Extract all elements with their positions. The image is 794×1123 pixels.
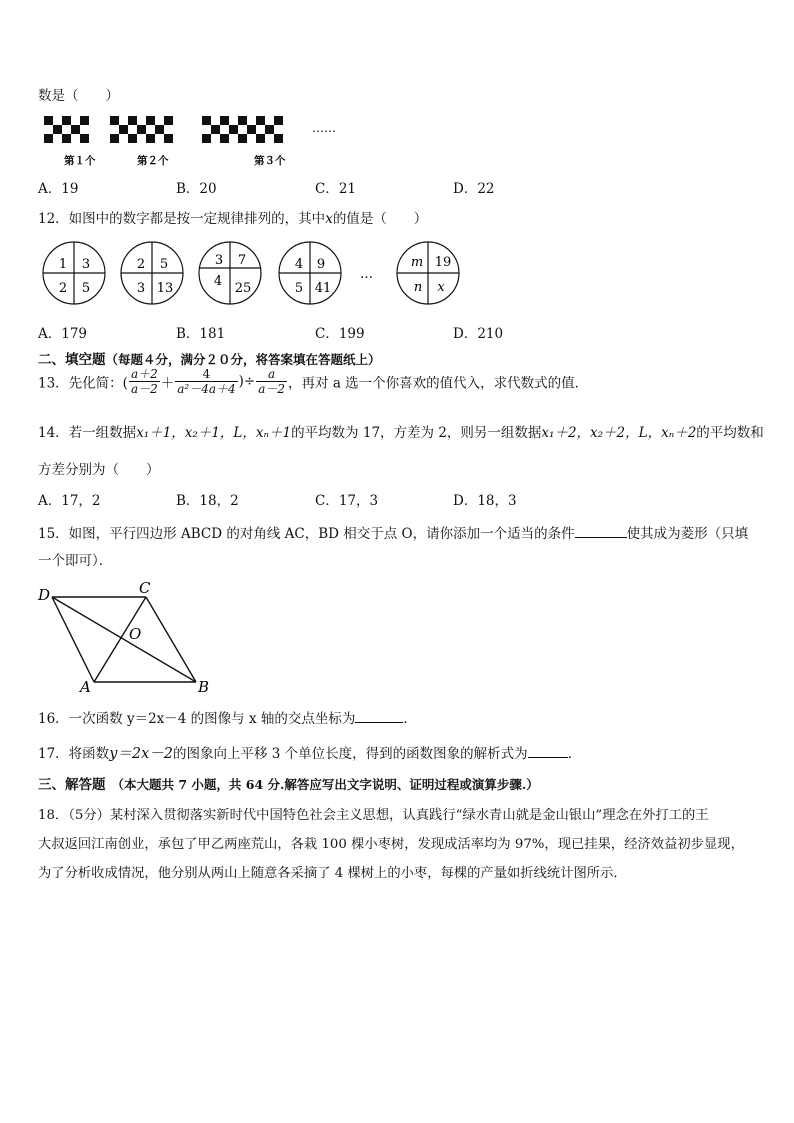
q12-c1-bl: 2 [58, 281, 68, 296]
q12-c4-tl: 4 [294, 257, 304, 272]
q12-c5-tl: m [410, 255, 424, 270]
q12-c2-tl: 2 [136, 257, 146, 272]
q11-pattern-tile [80, 134, 89, 143]
q12-c2-tr: 5 [159, 257, 169, 272]
q12-c3-bl: 4 [213, 274, 223, 289]
q15-side-cb [146, 597, 196, 682]
q11-pattern-tile [164, 134, 173, 143]
q12-option-b[interactable]: B．181 [176, 326, 226, 342]
q11-figure-ellipsis: …… [312, 121, 336, 135]
q11-pattern-tile [220, 134, 229, 143]
q12-c1-br: 5 [81, 281, 91, 296]
q13-fraction-3: $\frac{a}{a-2}$ [258, 367, 286, 396]
q14-option-a[interactable]: A．17，2 [38, 493, 101, 509]
q11-pattern-tile [256, 116, 265, 125]
q12-option-c[interactable]: C．199 [315, 326, 365, 342]
q14-option-d[interactable]: D．18，3 [453, 493, 517, 509]
q11-pattern-tile [247, 125, 256, 134]
q12-c4-tr: 9 [316, 257, 326, 272]
q11-pattern-tile [62, 134, 71, 143]
q11-pattern-tile [110, 116, 119, 125]
q16-answer-blank[interactable] [355, 710, 403, 723]
q11-pattern-tile [137, 125, 146, 134]
q12-circles-figure [38, 240, 468, 306]
q12-option-a[interactable]: A．179 [38, 326, 88, 342]
q11-figure-label-3: 第３个 [254, 155, 286, 167]
q11-pattern-tile [53, 125, 62, 134]
q11-pattern-tile [202, 116, 211, 125]
q13-line: 13．先化简：( $\frac{a+2}{a-2}$ ＋ $\frac{4}{\text{a²－4a＋4}}$ )÷ $\frac{a}{a-2}$ ，再对 a 选一个你喜欢的值代入，求代数式的值． [38, 367, 589, 396]
q12-stem: 12．如图中的数字都是按一定规律排列的，其中x的值是（ ） [38, 211, 428, 227]
q11-pattern-tile [274, 134, 283, 143]
q11-option-c[interactable]: C．21 [315, 181, 357, 197]
q18-line3: 为了分析收成情况，他分别从两山上随意各采摘了 4 棵树上的小枣，每棵的产量如折线统计图所示． [38, 866, 627, 881]
q12-c2-br: 13 [156, 281, 174, 296]
q12-c1-tr: 3 [81, 257, 91, 272]
q12-option-d[interactable]: D．210 [453, 326, 504, 342]
q17-function: y＝2x－2 [109, 746, 174, 762]
q13-fraction-2: $\frac{4}{\text{a²－4a＋4}}$ [177, 367, 236, 396]
q14-line1: 14．若一组数据x₁＋1，x₂＋1，L，xₙ＋1的平均数为 17，方差为 2，则另一组数据x₁＋2，x₂＋2，L，xₙ＋2的平均数和 [38, 425, 764, 441]
q14-dataset-2: x₁＋2，x₂＋2，L，xₙ＋2 [541, 425, 697, 441]
q12-c5-bl: n [413, 280, 423, 295]
q11-pattern-tile [146, 134, 155, 143]
q15-parallelogram-figure [36, 578, 216, 696]
q11-option-a[interactable]: A．19 [38, 181, 79, 197]
q11-pattern-tile [211, 125, 220, 134]
q11-pattern-tile [238, 134, 247, 143]
q15-line2: 一个即可）． [38, 553, 113, 569]
q15-label-b: B [198, 678, 210, 696]
q11-pattern-tile [128, 134, 137, 143]
q12-c4-br: 41 [314, 281, 332, 296]
q11-pattern-tile [202, 134, 211, 143]
q15-line1: 15．如图，平行四边形 ABCD 的对角线 AC，BD 相交于点 O，请你添加一个适当的条件 使其成为菱形（只填 [38, 526, 749, 542]
q18-line1: 18．（5分）某村深入贯彻落实新时代中国特色社会主义思想，认真践行“绿水青山就是金山银山”理念在外打工的王 [38, 808, 709, 823]
q11-pattern-tile [128, 116, 137, 125]
q11-pattern-tile [71, 125, 80, 134]
q11-pattern-tile [155, 125, 164, 134]
q11-figure-label-2: 第２个 [137, 155, 169, 167]
q11-pattern-tile [265, 125, 274, 134]
q11-pattern-tile [146, 116, 155, 125]
q11-figure-label-1: 第１个 [64, 155, 96, 167]
q16-line: 16．一次函数 y＝2x－4 的图像与 x 轴的交点坐标为 ． [38, 711, 417, 727]
q12-c3-tl: 3 [214, 253, 224, 268]
q14-dataset-1: x₁＋1，x₂＋1，L，xₙ＋1 [136, 425, 292, 441]
q11-pattern-figure [44, 112, 364, 168]
q15-label-a: A [80, 678, 91, 696]
q11-stem-tail: 数是（ ） [38, 88, 119, 104]
q12-c1-tl: 1 [58, 257, 68, 272]
q12-ellipsis: … [360, 267, 373, 282]
q12-c4-bl: 5 [294, 281, 304, 296]
q11-pattern-tile [44, 116, 53, 125]
section3-header: 三、解答题 （本大题共 7 小题，共 64 分.解答应写出文字说明、证明过程或演算步骤.） [38, 777, 539, 793]
q13-fraction-1: $\frac{a+2}{a-2}$ [130, 367, 158, 396]
q11-pattern-tile [256, 134, 265, 143]
q11-pattern-tile [119, 125, 128, 134]
q11-pattern-tile [229, 125, 238, 134]
q11-pattern-tile [110, 134, 119, 143]
q15-label-d: D [38, 586, 51, 604]
q18-line2: 大叔返回江南创业，承包了甲乙两座荒山，各栽 100 棵小枣树，发现成活率均为 97%，现已挂果，经济效益初步显现， [38, 837, 744, 852]
q11-pattern-tile [220, 116, 229, 125]
q15-label-o: O [129, 625, 142, 643]
q11-pattern-tile [164, 116, 173, 125]
q12-c3-tr: 7 [237, 253, 247, 268]
q12-c5-br: x [437, 280, 445, 295]
section2-header: 二、填空题（每题４分，满分２０分，将答案填在答题纸上） [38, 352, 381, 368]
q14-option-c[interactable]: C．17，3 [315, 493, 379, 509]
q12-c5-tr: 19 [434, 255, 452, 270]
q17-answer-blank[interactable] [528, 745, 568, 758]
q15-label-c: C [139, 579, 151, 597]
q17-line: 17．将函数y＝2x－2的图象向上平移 3 个单位长度，得到的函数图象的解析式为 ． [38, 746, 582, 762]
q11-option-b[interactable]: B．20 [176, 181, 217, 197]
q15-answer-blank[interactable] [575, 525, 627, 538]
q12-c3-br: 25 [234, 281, 252, 296]
q11-pattern-tile [62, 116, 71, 125]
q11-pattern-tile [238, 116, 247, 125]
q11-pattern-tile [274, 116, 283, 125]
q14-line2: 方差分别为（ ） [38, 462, 160, 478]
q11-option-d[interactable]: D．22 [453, 181, 495, 197]
q11-pattern-tile [44, 134, 53, 143]
q12-c2-bl: 3 [136, 281, 146, 296]
q11-pattern-tile [80, 116, 89, 125]
q14-option-b[interactable]: B．18，2 [176, 493, 239, 509]
